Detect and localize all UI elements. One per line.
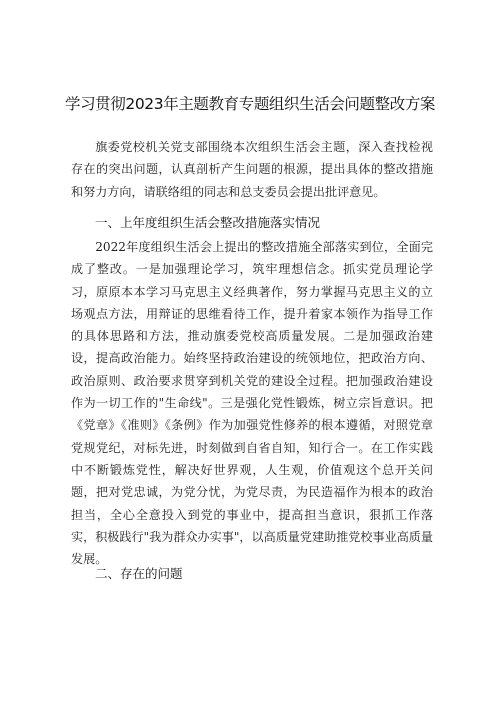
section-1-paragraph: 2022年度组织生活会上提出的整改措施全部落实到位，全面完成了整改。一是加强理论学习，筑牢理想信念。抓实党员理论学习，原原本本学习马克思主义经典著作，努力掌握马克思主义的立场观点方法，用辩证的思维看待工作，提升着家本领作为指导工作的具体思路和方法，推动旗委党校高质量发展。二是加强政治建设，提高政治能力。始终坚持政治建设的统领地位，把政治方向、政治原则、政治要求贯穿到机关党的建设全过程。把加强政治建设作为一切工作的"生命线"。三是强化党性锻炼，树立宗旨意识。把《党章》《准则》《条例》作为加强党性修养的根本遵循，对照党章党规党纪，对标先进，时刻做到自省自知，知行合一。在工作实践中不断锻炼党性，解决好世界观，人生观，价值观这个总开关问题，把对党忠诚，为党分忧，为党尽责，为民造福作为根本的政治担当，全心全意投入到党的事业中，提高担当意识，狠抓工作落实，积极践行"我为群众办实事"，以高质量党建助推党校事业高质量发展。 [71,240,433,567]
intro-paragraph: 旗委党校机关党支部围绕本次组织生活会主题，深入查找检视存在的突出问题，认真剖析产生问题的根源，提出具体的整改措施和努力方向，请联络组的同志和总支委员会提出批评意见。 [71,140,433,199]
section-heading-2: 二、存在的问题 [95,566,183,581]
section-heading-1: 一、上年度组织生活会整改措施落实情况 [95,215,321,230]
document-title: 学习贯彻2023年主题教育专题组织生活会问题整改方案 [64,95,436,113]
